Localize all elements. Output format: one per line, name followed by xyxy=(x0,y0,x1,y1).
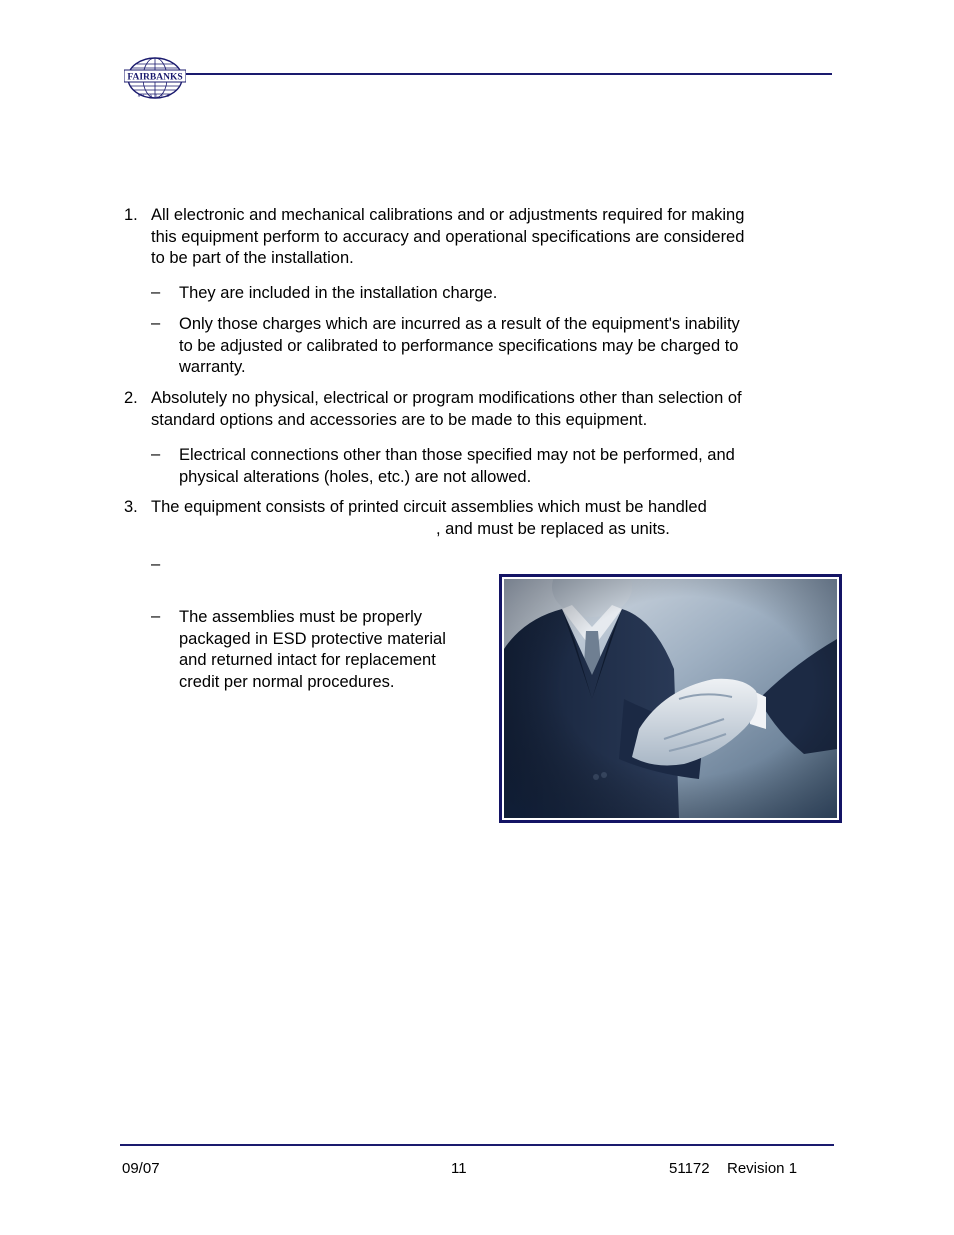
dash-bullet: – xyxy=(151,314,161,332)
text-line: All electronic and mechanical calibrations and or adjustments required for making xyxy=(151,206,745,224)
logo-wordmark: FAIRBANKS xyxy=(127,72,183,83)
item-1-sub-1-text xyxy=(179,283,497,305)
text-line: standard options and accessories are to be made to this equipment. xyxy=(151,410,648,429)
footer-doc-number: 51172 xyxy=(669,1160,710,1177)
item-2-number: 2. xyxy=(124,389,138,407)
text-line: Only those charges which are incurred as a result of the equipment's inability xyxy=(179,315,740,333)
text-line: to be adjusted or calibrated to performance specifications may be charged to xyxy=(179,336,739,355)
footer-revision: Revision 1 xyxy=(727,1160,798,1177)
text-line: They are included in the installation charge. xyxy=(179,284,498,302)
dash-bullet: – xyxy=(151,445,161,463)
text-line: physical alterations (holes, etc.) are not allowed. xyxy=(179,467,532,486)
item-3-number: 3. xyxy=(124,498,138,516)
logo-subtext: SCALES xyxy=(137,93,173,98)
header-rule xyxy=(186,73,832,75)
fairbanks-logo xyxy=(124,56,186,100)
item-3-text-line-1: The equipment consists of printed circuit assemblies which must be handled xyxy=(151,498,707,516)
text-line: warranty. xyxy=(179,358,246,376)
item-1-number: 1. xyxy=(124,206,138,224)
item-2-sub-1-text xyxy=(179,445,735,488)
text-line: this equipment perform to accuracy and operational specifications are considered xyxy=(151,227,745,246)
dash-bullet: – xyxy=(151,555,161,573)
handshake-photo xyxy=(499,574,842,823)
text-line: to be part of the installation. xyxy=(151,249,354,267)
text-line: Absolutely no physical, electrical or program modifications other than selection of xyxy=(151,389,742,407)
dash-bullet: – xyxy=(151,607,161,625)
item-1-sub-2-text xyxy=(179,314,740,379)
text-line: The assemblies must be properly xyxy=(179,608,423,626)
footer-date: 09/07 xyxy=(122,1160,160,1177)
text-line: and returned intact for replacement xyxy=(179,651,436,669)
item-3-text-line-2: , and must be replaced as units. xyxy=(436,520,670,538)
text-line: packaged in ESD protective material xyxy=(179,629,446,648)
footer-page-number: 11 xyxy=(451,1160,467,1177)
item-2-text xyxy=(151,388,742,431)
item-1-text xyxy=(151,205,744,270)
footer-rule xyxy=(120,1144,834,1146)
dash-bullet: – xyxy=(151,283,161,301)
text-line: credit per normal procedures. xyxy=(179,672,395,691)
item-3-sub-2-text xyxy=(179,607,446,693)
text-line: Electrical connections other than those specified may not be performed, and xyxy=(179,446,735,464)
